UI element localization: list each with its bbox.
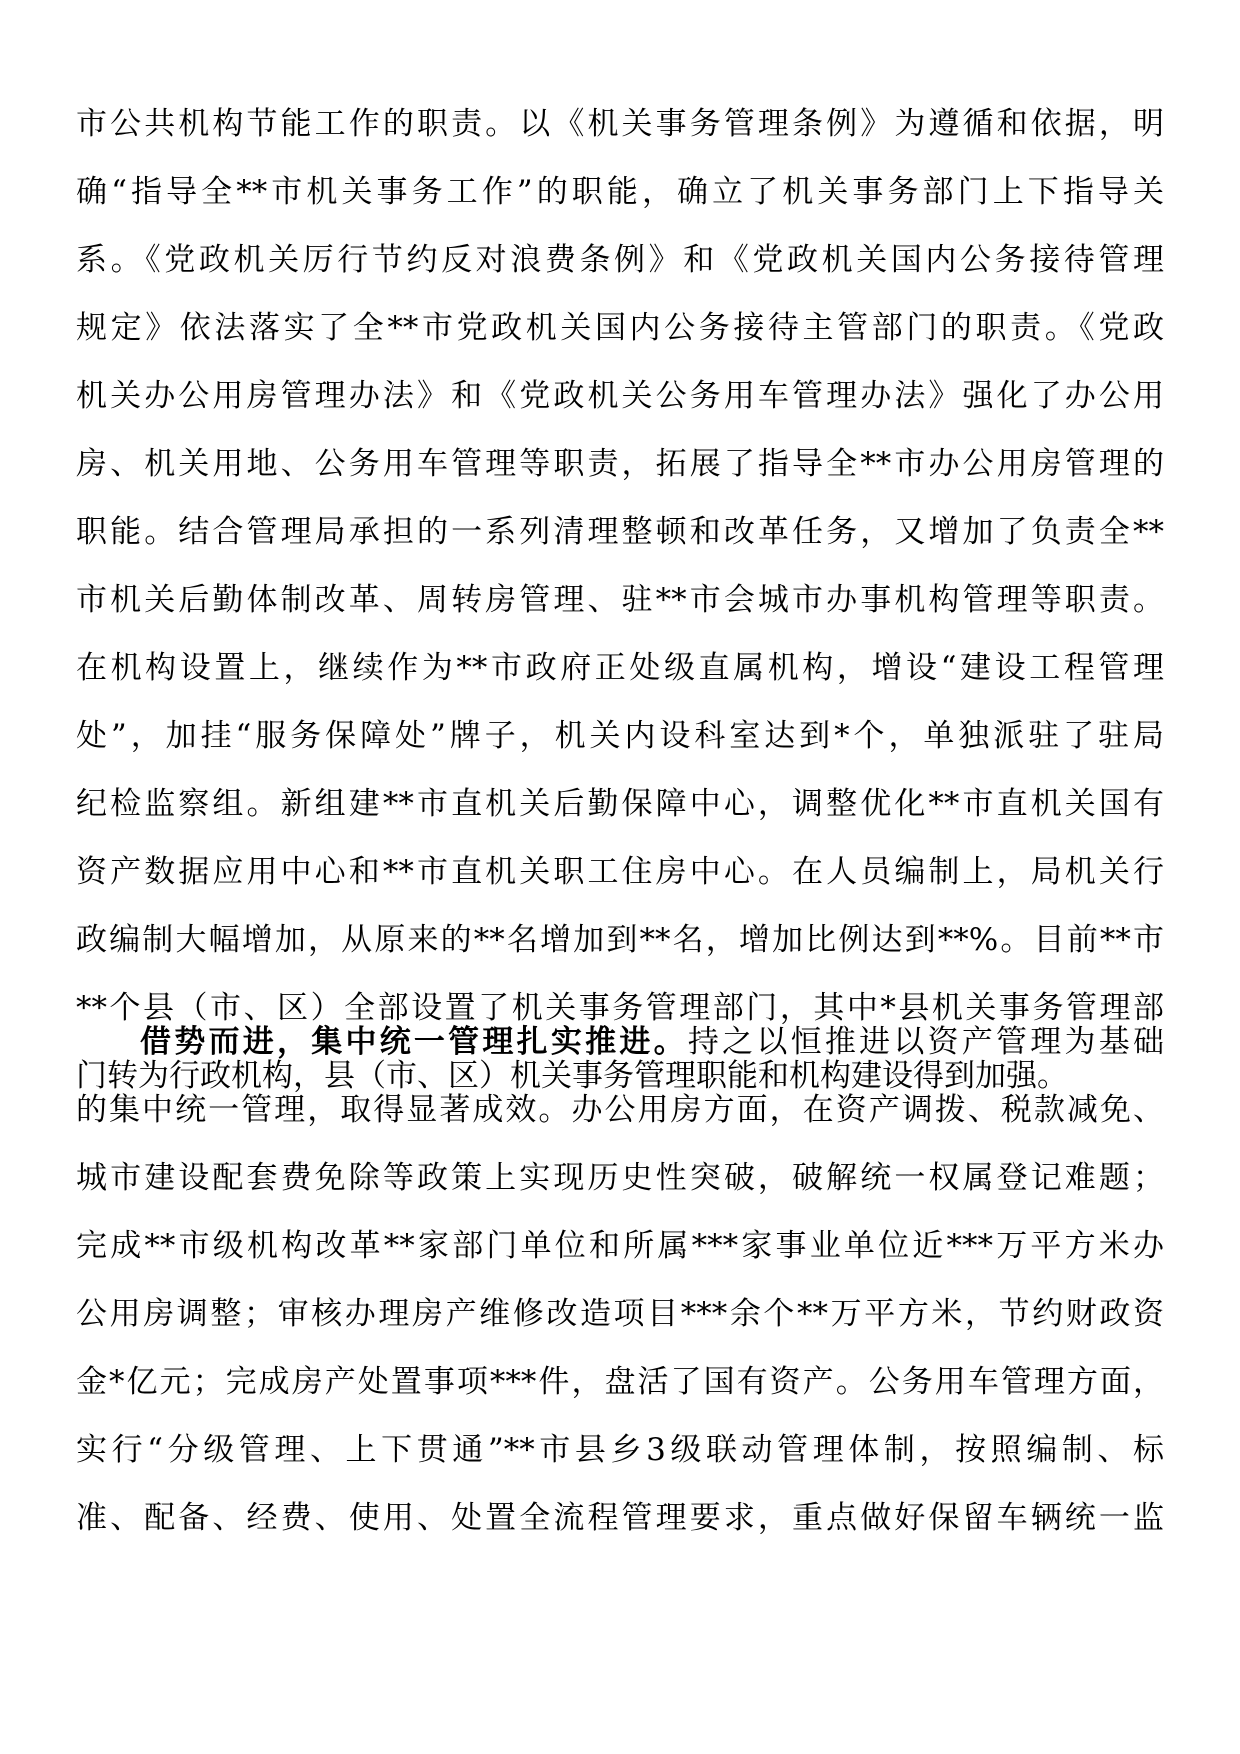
text-line: 在机构设置上，继续作为**市政府正处级直属机构，增设“建设工程管理 [76, 650, 1164, 686]
text-line: 市机关后勤体制改革、周转房管理、驻**市会城市办事机构管理等职责。 [76, 582, 1164, 618]
paragraph-first-line [76, 1008, 1164, 1076]
text-line: 金*亿元；完成房产处置事项***件，盘活了国有资产。公务用车管理方面， [76, 1364, 1164, 1400]
heading-continuation: 持之以恒推进以资产管理为基础 [687, 1024, 1164, 1060]
text-line: 市公共机构节能工作的职责。以《机关事务管理条例》为遵循和依据，明 [76, 106, 1164, 142]
document-page [76, 0, 1164, 1754]
text-line: 处”，加挂“服务保障处”牌子，机关内设科室达到*个，单独派驻了驻局 [76, 718, 1164, 754]
text-line: 纪检监察组。新组建**市直机关后勤保障中心，调整优化**市直机关国有 [76, 786, 1164, 822]
text-line: 实行“分级管理、上下贯通”**市县乡3级联动管理体制，按照编制、标 [76, 1432, 1164, 1468]
text-line: 机关办公用房管理办法》和《党政机关公务用车管理办法》强化了办公用 [76, 378, 1164, 414]
text-line: 准、配备、经费、使用、处置全流程管理要求，重点做好保留车辆统一监 [76, 1500, 1164, 1536]
text-line: 公用房调整；审核办理房产维修改造项目***余个**万平方米，节约财政资 [76, 1296, 1164, 1332]
text-line: 完成**市级机构改革**家部门单位和所属***家事业单位近***万平方米办 [76, 1228, 1164, 1264]
text-line: 确“指导全**市机关事务工作”的职能，确立了机关事务部门上下指导关 [76, 174, 1164, 210]
text-line: 系。《党政机关厉行节约反对浪费条例》和《党政机关国内公务接待管理 [76, 242, 1164, 278]
paragraph-institutional-duties [76, 90, 1164, 1110]
text-line: 门转为行政机构，县（市、区）机关事务管理职能和机构建设得到加强。 [76, 1058, 1068, 1094]
paragraph-centralized-management [76, 1008, 1164, 1552]
paragraph-heading: 借势而进，集中统一管理扎实推进。 [140, 1024, 688, 1060]
text-line: 规定》依法落实了全**市党政机关国内公务接待主管部门的职责。《党政 [76, 310, 1164, 346]
text-line: 房、机关用地、公务用车管理等职责，拓展了指导全**市办公用房管理的 [76, 446, 1164, 482]
text-line: 城市建设配套费免除等政策上实现历史性突破，破解统一权属登记难题； [76, 1160, 1164, 1196]
text-line: 政编制大幅增加，从原来的**名增加到**名，增加比例达到**%。目前**市 [76, 922, 1164, 958]
text-line: 资产数据应用中心和**市直机关职工住房中心。在人员编制上，局机关行 [76, 854, 1164, 890]
text-line: **个县（市、区）全部设置了机关事务管理部门，其中*县机关事务管理部 [76, 990, 1164, 1026]
text-line: 职能。结合管理局承担的一系列清理整顿和改革任务，又增加了负责全** [76, 514, 1164, 550]
text-line: 的集中统一管理，取得显著成效。办公用房方面，在资产调拨、税款减免、 [76, 1092, 1164, 1128]
